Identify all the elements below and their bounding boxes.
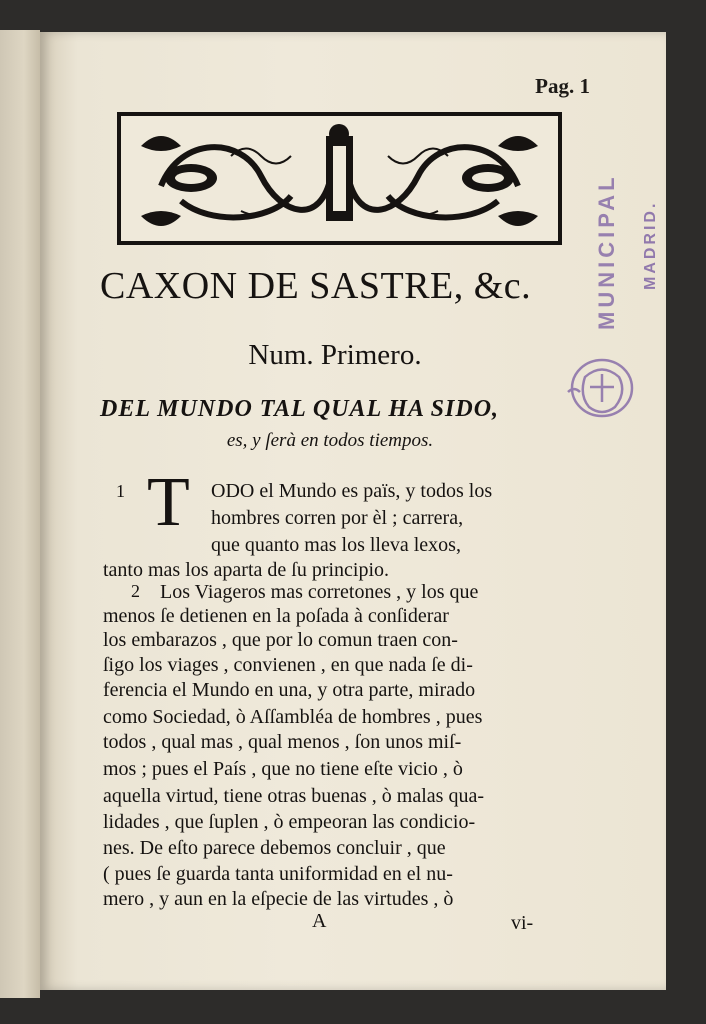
issue-number: Num. Primero.	[248, 339, 422, 371]
page-title: CAXON DE SASTRE, &c.	[100, 265, 532, 307]
section-heading: DEL MUNDO TAL QUAL HA SIDO,	[100, 396, 500, 422]
text-line: aquella virtud, tiene otras buenas , ò malas qua-	[103, 785, 484, 807]
library-seal-icon	[560, 352, 638, 424]
text-line: tanto mas los aparta de ſu principio.	[103, 559, 390, 581]
text-line: ODO el Mundo es païs, y todos los	[211, 480, 493, 502]
text-line: los embarazos , que por lo comun traen con-	[103, 629, 458, 651]
paragraph-number: 1	[116, 481, 125, 501]
text-line: nes. De eſto parece debemos concluir , que	[103, 837, 446, 859]
text-line: ferencia el Mundo en una, y otra parte, mirado	[103, 679, 476, 701]
text-line: mero , y aun en la eſpecie de las virtudes , ò	[103, 888, 454, 910]
text-line: que quanto mas los lleva lexos,	[211, 534, 461, 556]
text-line: lidades , que ſuplen , ò empeoran las condicio-	[103, 811, 476, 833]
text-line: Los Viageros mas corretones , y los que	[160, 581, 479, 603]
page-number: Pag. 1	[535, 74, 590, 98]
text-line: todos , qual mas , qual menos , ſon unos miſ-	[103, 731, 462, 753]
text-line: menos ſe detienen en la poſada à conſiderar	[103, 605, 449, 627]
text-line: hombres corren por èl ; carrera,	[211, 507, 464, 529]
drop-cap: T	[147, 464, 190, 541]
library-stamp-text: MUNICIPAL	[594, 173, 619, 330]
catchword: vi-	[511, 912, 534, 934]
woodcut-ornament	[117, 112, 562, 245]
signature-mark: A	[312, 910, 327, 932]
facing-page-edge	[0, 30, 40, 998]
text-line: como Sociedad, ò Aſſambléa de hombres , pues	[103, 706, 483, 728]
text-line: ( pues ſe guarda tanta uniformidad en el nu-	[103, 863, 453, 885]
ornament-graphic	[121, 116, 558, 241]
library-stamp-city: MADRID.	[642, 200, 659, 290]
text-line: mos ; pues el País , que no tiene eſte vicio , ò	[103, 758, 463, 780]
text-line: ſigo los viages , convienen , en que nada ſe di-	[103, 654, 473, 676]
section-subheading: es, y ſerà en todos tiempos.	[226, 430, 434, 451]
paragraph-number: 2	[131, 581, 140, 601]
